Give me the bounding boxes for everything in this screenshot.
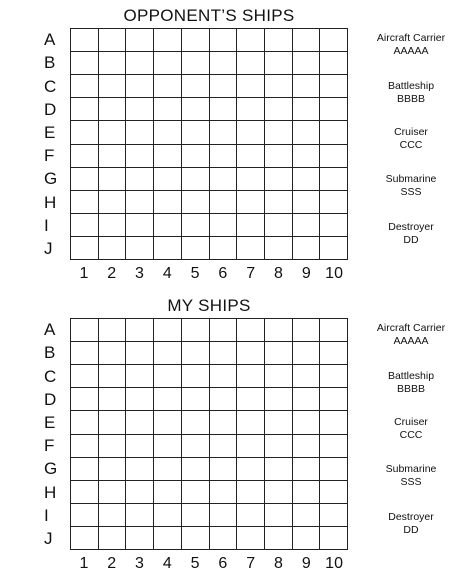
grid-cell-b9[interactable] (293, 342, 321, 365)
grid-cell-h3[interactable] (126, 481, 154, 504)
grid-cell-a8[interactable] (265, 319, 293, 342)
grid-cell-e4[interactable] (154, 411, 182, 434)
grid-cell-c8[interactable] (265, 365, 293, 388)
grid-cell-e5[interactable] (182, 121, 210, 144)
grid-cell-a4[interactable] (154, 319, 182, 342)
grid-cell-e6[interactable] (210, 121, 238, 144)
grid-cell-b9[interactable] (293, 52, 321, 75)
grid-cell-a9[interactable] (293, 319, 321, 342)
grid-cell-a6[interactable] (210, 29, 238, 52)
grid-cell-f9[interactable] (293, 145, 321, 168)
grid-cell-e10[interactable] (320, 411, 348, 434)
grid-cell-c7[interactable] (237, 75, 265, 98)
ship-code: DD (403, 234, 419, 246)
grid-cell-c8[interactable] (265, 75, 293, 98)
grid-cell-j9[interactable] (293, 527, 321, 550)
grid-cell-c1[interactable] (71, 75, 99, 98)
grid-cell-g2[interactable] (99, 458, 127, 481)
column-label-9: 9 (301, 265, 311, 282)
grid-cell-c4[interactable] (154, 75, 182, 98)
grid-cell-g7[interactable] (237, 168, 265, 191)
grid-cell-b1[interactable] (71, 342, 99, 365)
grid-cell-f3[interactable] (126, 435, 154, 458)
row-label-g: G (44, 459, 58, 479)
ship-legend-item (348, 463, 474, 489)
grid-cell-f4[interactable] (154, 145, 182, 168)
grid-cell-d10[interactable] (320, 388, 348, 411)
grid-cell-h7[interactable] (237, 191, 265, 214)
row-label-e: E (44, 122, 56, 142)
grid-cell-d2[interactable] (99, 98, 127, 121)
grid-cell-d7[interactable] (237, 388, 265, 411)
grid-cell-j10[interactable] (320, 237, 348, 260)
row-label-a: A (44, 30, 56, 50)
grid-cell-e6[interactable] (210, 411, 238, 434)
grid-cell-c4[interactable] (154, 365, 182, 388)
grid-cell-i1[interactable] (71, 504, 99, 527)
row-label-b: B (44, 53, 56, 73)
ship-code: SSS (400, 186, 422, 198)
grid-cell-h3[interactable] (126, 191, 154, 214)
grid-cell-a10[interactable] (320, 319, 348, 342)
grid-cell-h6[interactable] (210, 481, 238, 504)
ship-legend-item (348, 322, 474, 348)
row-label-c: C (44, 76, 57, 96)
ship-code: AAAAA (393, 335, 429, 347)
grid-cell-a3[interactable] (126, 319, 154, 342)
grid-cell-d10[interactable] (320, 98, 348, 121)
grid-cell-c10[interactable] (320, 365, 348, 388)
ship-code: BBBB (396, 383, 425, 395)
grid-cell-b5[interactable] (182, 52, 210, 75)
grid-cell-j2[interactable] (99, 527, 127, 550)
grid-cell-i4[interactable] (154, 214, 182, 237)
grid-cell-c7[interactable] (237, 365, 265, 388)
grid-cell-j5[interactable] (182, 527, 210, 550)
grid-cell-i8[interactable] (265, 214, 293, 237)
grid-cell-f10[interactable] (320, 145, 348, 168)
grid-cell-e8[interactable] (265, 121, 293, 144)
column-label-3: 3 (135, 555, 144, 572)
ship-name: Aircraft Carrier (376, 322, 446, 334)
ship-name: Cruiser (394, 126, 428, 138)
board-title: OPPONENT’S SHIPS (123, 6, 295, 25)
grid-cell-g10[interactable] (320, 168, 348, 191)
grid-cell-c3[interactable] (126, 365, 154, 388)
grid-cell-j4[interactable] (154, 237, 182, 260)
grid-cell-a5[interactable] (182, 319, 210, 342)
grid-cell-b3[interactable] (126, 342, 154, 365)
grid-cell-f8[interactable] (265, 435, 293, 458)
grid-cell-i8[interactable] (265, 504, 293, 527)
grid-cell-h9[interactable] (293, 191, 321, 214)
ship-name: Destroyer (388, 511, 434, 523)
grid-cell-a5[interactable] (182, 29, 210, 52)
grid-cell-f8[interactable] (265, 145, 293, 168)
row-label-e: E (44, 412, 56, 432)
grid-cell-g8[interactable] (265, 168, 293, 191)
grid-cell-g5[interactable] (182, 458, 210, 481)
grid-cell-a2[interactable] (99, 29, 127, 52)
row-label-h: H (44, 192, 57, 212)
row-label-j: J (44, 238, 53, 258)
grid-cell-b10[interactable] (320, 52, 348, 75)
grid-cell-j3[interactable] (126, 527, 154, 550)
grid-cell-c10[interactable] (320, 75, 348, 98)
grid-cell-f3[interactable] (126, 145, 154, 168)
row-labels (44, 318, 68, 550)
grid-cell-i7[interactable] (237, 214, 265, 237)
grid-cell-a7[interactable] (237, 319, 265, 342)
ship-name: Battleship (387, 80, 435, 92)
row-label-i: I (44, 505, 49, 525)
grid-cell-i9[interactable] (293, 504, 321, 527)
column-labels (70, 264, 348, 284)
ship-code: AAAAA (393, 45, 429, 57)
grid-cell-a7[interactable] (237, 29, 265, 52)
grid-cell-i6[interactable] (210, 214, 238, 237)
grid-cell-d3[interactable] (126, 98, 154, 121)
row-label-a: A (44, 320, 56, 340)
ship-name: Cruiser (394, 416, 428, 428)
grid-cell-b8[interactable] (265, 342, 293, 365)
ship-legend-item (348, 511, 474, 537)
column-label-9: 9 (301, 555, 311, 572)
grid-cell-c5[interactable] (182, 75, 210, 98)
ship-legend-item (348, 173, 474, 199)
grid-cell-j6[interactable] (210, 237, 238, 260)
grid-cell-i2[interactable] (99, 214, 127, 237)
grid-cell-j5[interactable] (182, 237, 210, 260)
grid-cell-f5[interactable] (182, 435, 210, 458)
grid-cell-h6[interactable] (210, 191, 238, 214)
column-label-2: 2 (107, 265, 117, 282)
ship-code: SSS (400, 476, 422, 488)
grid-cell-h4[interactable] (154, 191, 182, 214)
grid-cell-h10[interactable] (320, 191, 348, 214)
column-label-4: 4 (162, 265, 172, 282)
ship-name: Battleship (387, 370, 435, 382)
grid-cell-j9[interactable] (293, 237, 321, 260)
grid-cell-g1[interactable] (71, 168, 99, 191)
grid-cell-g3[interactable] (126, 458, 154, 481)
grid-cell-h10[interactable] (320, 481, 348, 504)
grid-cell-g9[interactable] (293, 458, 321, 481)
grid-cell-b7[interactable] (237, 52, 265, 75)
grid-cell-e7[interactable] (237, 121, 265, 144)
grid-cell-h5[interactable] (182, 481, 210, 504)
column-label-3: 3 (135, 265, 144, 282)
grid-cell-h9[interactable] (293, 481, 321, 504)
grid-cell-f6[interactable] (210, 145, 238, 168)
grid-cell-e5[interactable] (182, 411, 210, 434)
grid-cell-b10[interactable] (320, 342, 348, 365)
ship-code: BBBB (396, 93, 425, 105)
grid-cell-e3[interactable] (126, 411, 154, 434)
grid-cell-e2[interactable] (99, 121, 127, 144)
grid-cell-i10[interactable] (320, 214, 348, 237)
grid-cell-f2[interactable] (99, 435, 127, 458)
grid-cell-f1[interactable] (71, 435, 99, 458)
grid-cell-j8[interactable] (265, 237, 293, 260)
grid-cell-e4[interactable] (154, 121, 182, 144)
column-label-10: 10 (325, 555, 343, 572)
grid-cell-c5[interactable] (182, 365, 210, 388)
grid-cell-a3[interactable] (126, 29, 154, 52)
ship-name: Submarine (385, 173, 437, 185)
grid-cell-j1[interactable] (71, 527, 99, 550)
grid-cell-g7[interactable] (237, 458, 265, 481)
grid-cell-e1[interactable] (71, 121, 99, 144)
grid-cell-h1[interactable] (71, 481, 99, 504)
column-label-5: 5 (190, 555, 200, 572)
grid-cell-a6[interactable] (210, 319, 238, 342)
column-labels (70, 554, 348, 574)
grid-cell-b7[interactable] (237, 342, 265, 365)
grid-cell-j7[interactable] (237, 237, 265, 260)
grid-cell-a2[interactable] (99, 319, 127, 342)
column-label-6: 6 (218, 265, 228, 282)
grid-cell-d1[interactable] (71, 98, 99, 121)
grid-cell-d9[interactable] (293, 98, 321, 121)
row-label-f: F (44, 436, 55, 456)
grid-cell-g8[interactable] (265, 458, 293, 481)
grid-cell-d3[interactable] (126, 388, 154, 411)
grid-cell-i6[interactable] (210, 504, 238, 527)
grid-cell-d2[interactable] (99, 388, 127, 411)
grid-cell-b3[interactable] (126, 52, 154, 75)
grid-cell-e1[interactable] (71, 411, 99, 434)
grid-cell-h2[interactable] (99, 481, 127, 504)
grid-cell-b5[interactable] (182, 342, 210, 365)
grid-cell-d1[interactable] (71, 388, 99, 411)
row-labels (44, 28, 68, 260)
ship-legend-item (348, 126, 474, 152)
column-label-2: 2 (107, 555, 117, 572)
grid-cell-g9[interactable] (293, 168, 321, 191)
grid-cell-d4[interactable] (154, 98, 182, 121)
grid-cell-g10[interactable] (320, 458, 348, 481)
grid-cell-j2[interactable] (99, 237, 127, 260)
column-label-4: 4 (162, 555, 172, 572)
grid-cell-j3[interactable] (126, 237, 154, 260)
grid-cell-b2[interactable] (99, 52, 127, 75)
grid-cell-i5[interactable] (182, 214, 210, 237)
ship-legend-item (348, 80, 474, 106)
column-label-1: 1 (79, 265, 89, 282)
column-label-7: 7 (246, 555, 256, 572)
row-label-c: C (44, 366, 57, 386)
grid-cell-e9[interactable] (293, 121, 321, 144)
grid-cell-f5[interactable] (182, 145, 210, 168)
grid-cell-a1[interactable] (71, 319, 99, 342)
grid-cell-f4[interactable] (154, 435, 182, 458)
grid-cell-e9[interactable] (293, 411, 321, 434)
column-label-6: 6 (218, 555, 228, 572)
board-grid (70, 28, 348, 260)
column-label-5: 5 (190, 265, 200, 282)
ship-name: Destroyer (388, 221, 434, 233)
grid-cell-h2[interactable] (99, 191, 127, 214)
grid-cell-d4[interactable] (154, 388, 182, 411)
grid-cell-b1[interactable] (71, 52, 99, 75)
board-title: MY SHIPS (167, 296, 251, 315)
column-label-7: 7 (246, 265, 256, 282)
grid-cell-e3[interactable] (126, 121, 154, 144)
grid-cell-j6[interactable] (210, 527, 238, 550)
grid-cell-h7[interactable] (237, 481, 265, 504)
grid-cell-f2[interactable] (99, 145, 127, 168)
column-label-1: 1 (79, 555, 89, 572)
grid-cell-d7[interactable] (237, 98, 265, 121)
ship-code: CCC (399, 429, 423, 441)
grid-cell-h8[interactable] (265, 481, 293, 504)
row-label-g: G (44, 169, 58, 189)
ship-name: Submarine (385, 463, 437, 475)
row-label-d: D (44, 389, 57, 409)
grid-cell-e10[interactable] (320, 121, 348, 144)
grid-cell-i10[interactable] (320, 504, 348, 527)
grid-cell-d6[interactable] (210, 98, 238, 121)
grid-cell-f7[interactable] (237, 435, 265, 458)
grid-cell-g6[interactable] (210, 458, 238, 481)
row-label-i: I (44, 215, 49, 235)
ship-code: DD (403, 524, 419, 536)
grid-cell-d5[interactable] (182, 388, 210, 411)
grid-cell-f7[interactable] (237, 145, 265, 168)
grid-cell-g6[interactable] (210, 168, 238, 191)
row-label-f: F (44, 146, 55, 166)
grid-cell-i9[interactable] (293, 214, 321, 237)
grid-cell-g4[interactable] (154, 168, 182, 191)
grid-cell-f9[interactable] (293, 435, 321, 458)
grid-cell-d8[interactable] (265, 98, 293, 121)
grid-cell-a8[interactable] (265, 29, 293, 52)
grid-cell-b8[interactable] (265, 52, 293, 75)
grid-cell-a9[interactable] (293, 29, 321, 52)
column-label-10: 10 (325, 265, 343, 282)
grid-cell-c9[interactable] (293, 365, 321, 388)
grid-cell-j8[interactable] (265, 527, 293, 550)
grid-cell-j10[interactable] (320, 527, 348, 550)
row-label-d: D (44, 99, 57, 119)
row-label-j: J (44, 528, 53, 548)
ship-legend-item (348, 416, 474, 442)
grid-cell-b4[interactable] (154, 52, 182, 75)
grid-cell-i4[interactable] (154, 504, 182, 527)
grid-cell-c2[interactable] (99, 75, 127, 98)
column-label-8: 8 (274, 265, 283, 282)
grid-cell-i3[interactable] (126, 504, 154, 527)
grid-cell-c6[interactable] (210, 365, 238, 388)
grid-cell-i5[interactable] (182, 504, 210, 527)
ship-legend-item (348, 32, 474, 58)
grid-cell-b6[interactable] (210, 342, 238, 365)
grid-cell-h8[interactable] (265, 191, 293, 214)
grid-cell-b2[interactable] (99, 342, 127, 365)
grid-cell-c1[interactable] (71, 365, 99, 388)
grid-cell-a10[interactable] (320, 29, 348, 52)
grid-cell-b6[interactable] (210, 52, 238, 75)
grid-cell-c2[interactable] (99, 365, 127, 388)
grid-cell-e2[interactable] (99, 411, 127, 434)
ship-code: CCC (399, 139, 423, 151)
column-label-8: 8 (274, 555, 283, 572)
grid-cell-c6[interactable] (210, 75, 238, 98)
grid-cell-g5[interactable] (182, 168, 210, 191)
grid-cell-j4[interactable] (154, 527, 182, 550)
grid-cell-d8[interactable] (265, 388, 293, 411)
grid-cell-g2[interactable] (99, 168, 127, 191)
grid-cell-e8[interactable] (265, 411, 293, 434)
grid-cell-i3[interactable] (126, 214, 154, 237)
row-label-h: H (44, 482, 57, 502)
grid-cell-c9[interactable] (293, 75, 321, 98)
grid-cell-d5[interactable] (182, 98, 210, 121)
grid-cell-f1[interactable] (71, 145, 99, 168)
grid-cell-a1[interactable] (71, 29, 99, 52)
grid-cell-g3[interactable] (126, 168, 154, 191)
grid-cell-h4[interactable] (154, 481, 182, 504)
grid-cell-d6[interactable] (210, 388, 238, 411)
ship-legend-item (348, 221, 474, 247)
grid-cell-h1[interactable] (71, 191, 99, 214)
grid-cell-h5[interactable] (182, 191, 210, 214)
grid-cell-a4[interactable] (154, 29, 182, 52)
row-label-b: B (44, 343, 56, 363)
grid-cell-j7[interactable] (237, 527, 265, 550)
grid-cell-e7[interactable] (237, 411, 265, 434)
grid-cell-i2[interactable] (99, 504, 127, 527)
grid-cell-b4[interactable] (154, 342, 182, 365)
grid-cell-i7[interactable] (237, 504, 265, 527)
grid-cell-f6[interactable] (210, 435, 238, 458)
grid-cell-f10[interactable] (320, 435, 348, 458)
ship-legend-item (348, 370, 474, 396)
grid-cell-c3[interactable] (126, 75, 154, 98)
grid-cell-g4[interactable] (154, 458, 182, 481)
ship-name: Aircraft Carrier (376, 32, 446, 44)
grid-cell-g1[interactable] (71, 458, 99, 481)
grid-cell-i1[interactable] (71, 214, 99, 237)
grid-cell-d9[interactable] (293, 388, 321, 411)
board-grid (70, 318, 348, 550)
grid-cell-j1[interactable] (71, 237, 99, 260)
